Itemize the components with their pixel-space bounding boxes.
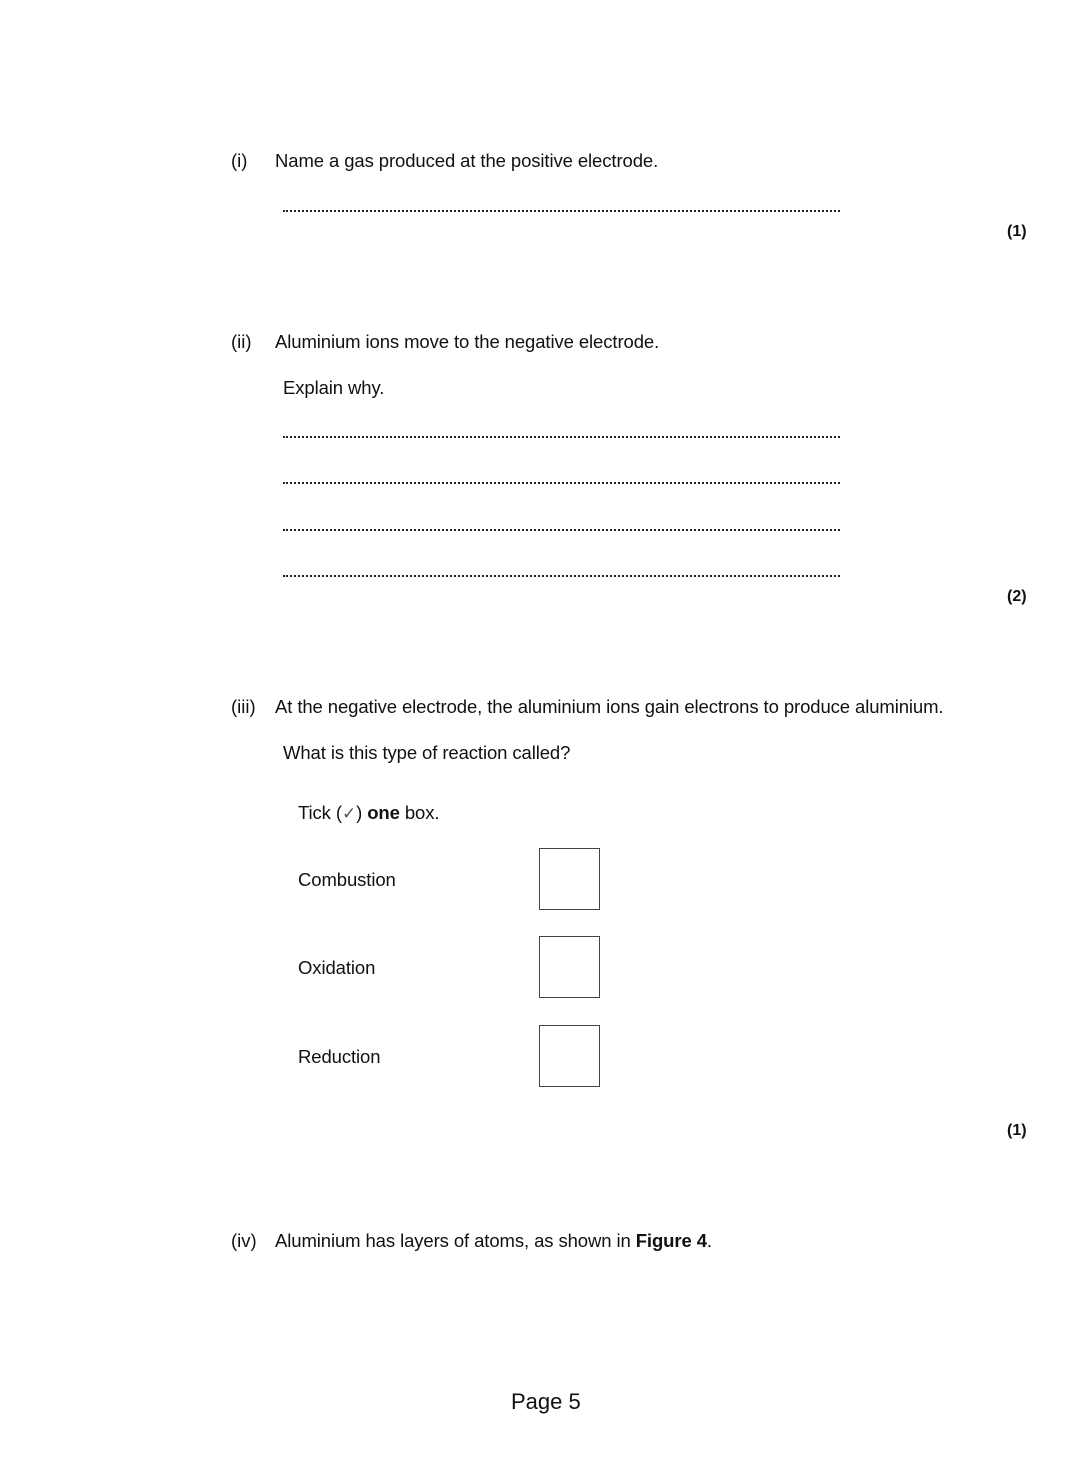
question-number-ii: (ii) <box>231 331 252 352</box>
question-prompt-ii: Explain why. <box>283 377 385 398</box>
answer-line-i-1[interactable] <box>283 210 840 212</box>
instruction-middle: ) <box>356 802 368 823</box>
option-label-oxidation: Oxidation <box>298 957 376 978</box>
question-number-iii: (iii) <box>231 696 256 717</box>
answer-line-ii-2[interactable] <box>283 482 840 484</box>
answer-line-ii-1[interactable] <box>283 436 840 438</box>
option-label-reduction: Reduction <box>298 1046 381 1067</box>
page-number: Page 5 <box>511 1389 581 1414</box>
instruction-prefix: Tick ( <box>298 802 342 823</box>
instruction-emphasis: one <box>367 802 400 823</box>
question-prompt-iii: What is this type of reaction called? <box>283 742 571 763</box>
answer-line-ii-4[interactable] <box>283 575 840 577</box>
question-text-ii: Aluminium ions move to the negative electrode. <box>275 331 660 352</box>
marks-iii: (1) <box>1007 1122 1027 1139</box>
check-mark-icon: ✓ <box>341 804 357 823</box>
question-text-iv <box>275 1230 712 1252</box>
checkbox-oxidation[interactable] <box>539 936 600 998</box>
question-text-i: Name a gas produced at the positive electrode. <box>275 150 659 171</box>
tick-instruction <box>298 802 439 825</box>
marks-ii: (2) <box>1007 588 1027 605</box>
checkbox-combustion[interactable] <box>539 848 600 910</box>
option-label-combustion: Combustion <box>298 869 396 890</box>
marks-i: (1) <box>1007 223 1027 240</box>
question-number-i: (i) <box>231 150 248 171</box>
answer-line-ii-3[interactable] <box>283 529 840 531</box>
question-text-iv-suffix: . <box>706 1230 712 1251</box>
question-text-iv-prefix: Aluminium has layers of atoms, as shown in <box>275 1230 636 1251</box>
instruction-suffix: box. <box>399 802 440 823</box>
checkbox-reduction[interactable] <box>539 1025 600 1087</box>
question-number-iv: (iv) <box>231 1230 257 1251</box>
question-text-iii: At the negative electrode, the aluminium ions gain electrons to produce aluminium. <box>275 696 944 717</box>
figure-reference: Figure 4 <box>635 1230 707 1251</box>
